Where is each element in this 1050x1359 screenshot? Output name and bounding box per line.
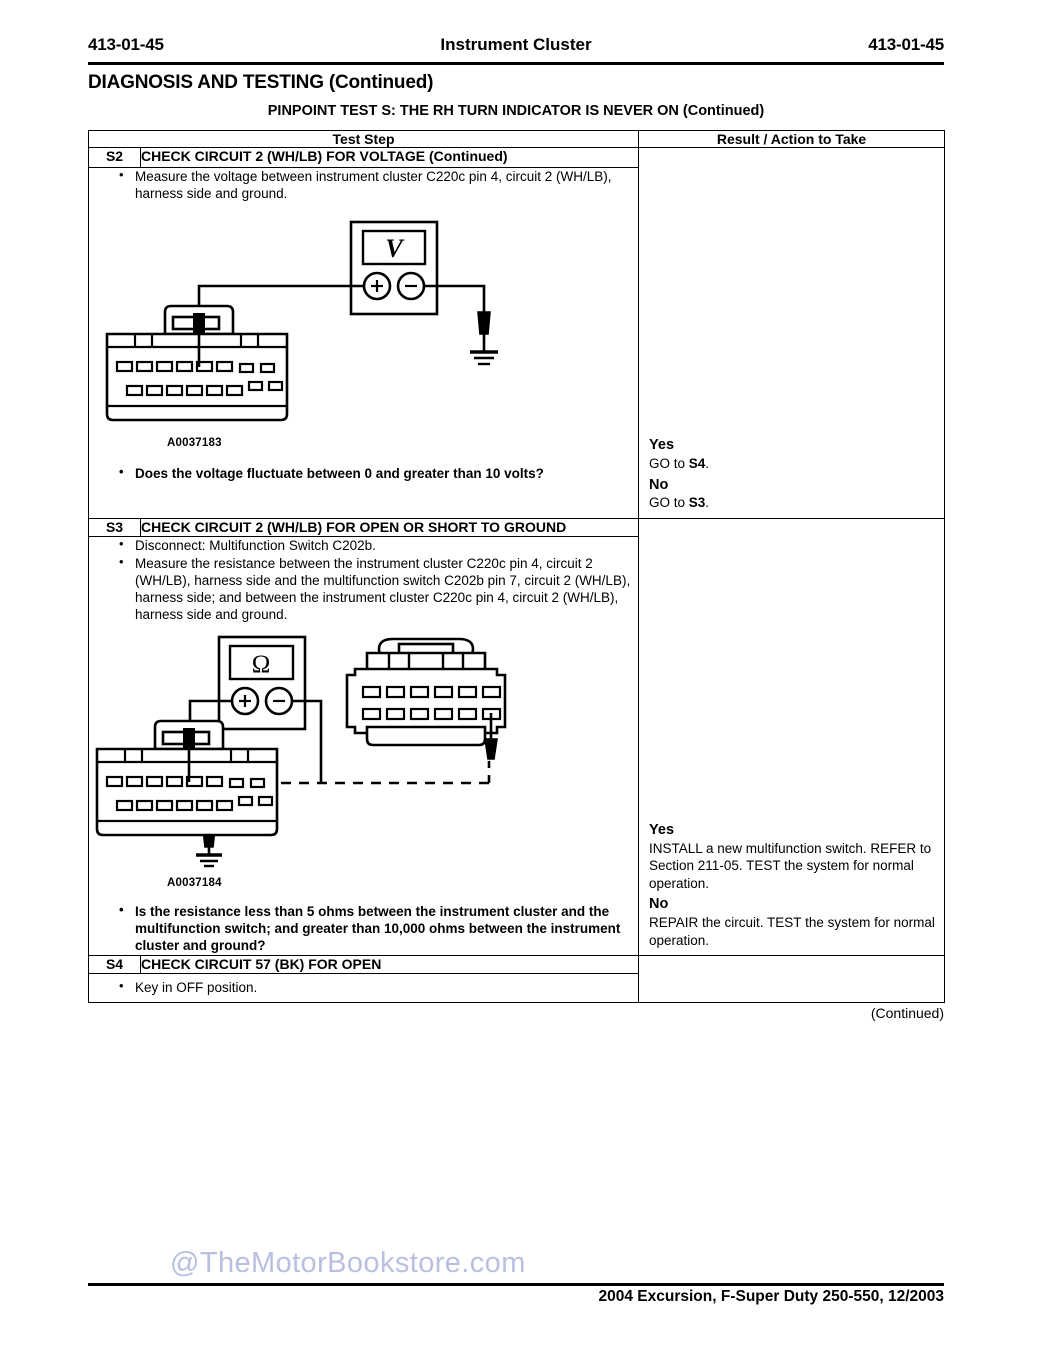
connector-c220c — [97, 721, 277, 835]
page-header — [88, 30, 944, 60]
step-bullets-s2 — [89, 168, 638, 202]
list-item: • Disconnect: Multifunction Switch C202b. — [135, 537, 638, 554]
figure-id-a0037184: A0037184 — [167, 877, 222, 890]
result-goto-prefix: GO to — [649, 456, 689, 472]
result-goto-ref: S3 — [688, 495, 706, 511]
page-number-right: 413-01-45 — [868, 35, 944, 54]
continued-note: (Continued) — [870, 1005, 944, 1021]
list-item: • Measure the resistance between the instrument cluster C220c pin 4, circuit 2 (WH/LB), harness side and the multifunction switch C202b pin 7, circuit 2 (WH/LB), harness side; and between the instrument cluster C220c pin 4, circuit 2 (WH/LB), harness side and ground. — [135, 555, 638, 623]
meter-symbol-label: V — [385, 234, 403, 264]
step-question-s3 — [89, 903, 638, 954]
ground-symbol — [196, 855, 222, 866]
step-question-s2 — [89, 465, 638, 482]
header-divider — [88, 62, 944, 65]
result-text-no: REPAIR the circuit. TEST the system for normal operation. — [649, 914, 935, 948]
connector-c220c — [107, 306, 287, 420]
section-heading: DIAGNOSIS AND TESTING (Continued) — [88, 72, 434, 93]
negative-lead-wire — [424, 286, 484, 312]
column-header-test-step: Test Step — [89, 131, 639, 148]
page-number-left: 413-01-45 — [88, 35, 164, 54]
table-row — [89, 519, 945, 537]
result-yes-s3 — [649, 821, 936, 892]
voltage-test-diagram — [89, 216, 559, 431]
resistance-test-diagram — [89, 633, 559, 873]
figure-resistance-test — [89, 633, 638, 873]
connector-skirt — [367, 727, 485, 745]
result-cell-s2 — [639, 148, 945, 519]
result-yes-s2 — [649, 436, 936, 472]
step-title-s4: CHECK CIRCUIT 57 (BK) FOR OPEN — [141, 956, 639, 974]
step-title-s2: CHECK CIRCUIT 2 (WH/LB) FOR VOLTAGE (Continued) — [141, 148, 639, 168]
result-label-yes: Yes — [649, 437, 675, 454]
step-id-s3: S3 — [89, 519, 141, 537]
result-text-yes: INSTALL a new multifunction switch. REFER to Section 211-05. TEST the system for normal operation. — [649, 840, 932, 891]
result-cell-s4 — [639, 956, 945, 1003]
result-goto-suffix: . — [705, 456, 710, 472]
step-body-s4 — [89, 974, 639, 1003]
step-bullets-s3 — [89, 537, 638, 623]
ground-probe — [478, 312, 490, 352]
ground-symbol — [470, 352, 498, 364]
step-title-s3: CHECK CIRCUIT 2 (WH/LB) FOR OPEN OR SHORT TO GROUND — [141, 519, 639, 537]
figure-id-a0037183: A0037183 — [167, 437, 222, 450]
result-goto-prefix: GO to — [649, 495, 689, 511]
figure-voltage-test — [89, 216, 638, 431]
table-row — [89, 956, 945, 974]
list-item: • Is the resistance less than 5 ohms between the instrument cluster and the multifunction switch; and greater than 10,000 ohms between the instrument cluster and ground? — [135, 903, 638, 954]
result-content-s2 — [649, 436, 936, 512]
result-no-s3 — [649, 895, 936, 949]
plus-icon — [371, 280, 383, 292]
result-label-no: No — [649, 896, 669, 913]
pinpoint-test-title: PINPOINT TEST S: THE RH TURN INDICATOR IS NEVER ON (Continued) — [267, 103, 765, 119]
page-title: Instrument Cluster — [440, 35, 592, 54]
result-label-yes: Yes — [649, 821, 675, 838]
negative-lead-wire — [292, 701, 321, 783]
result-label-no: No — [649, 476, 669, 493]
meter-symbol-label: Ω — [251, 651, 271, 679]
connector-c202b — [347, 639, 505, 759]
table-header-row — [89, 131, 945, 148]
result-text-yes — [649, 455, 936, 473]
column-header-result-action: Result / Action to Take — [639, 131, 945, 148]
footer-divider — [88, 1283, 944, 1286]
connector-body — [347, 669, 505, 733]
step-id-s2: S2 — [89, 148, 141, 168]
plus-icon — [239, 695, 251, 707]
result-text-no — [649, 494, 936, 512]
list-item: • Does the voltage fluctuate between 0 and greater than 10 volts? — [135, 465, 638, 482]
list-item: • Key in OFF position. — [135, 979, 638, 996]
step-id-s4: S4 — [89, 956, 141, 974]
watermark: @TheMotorBookstore.com — [170, 1247, 526, 1279]
step-body-s2 — [89, 168, 639, 519]
table-row — [89, 148, 945, 168]
result-goto-ref: S4 — [688, 456, 706, 472]
step-body-s3 — [89, 537, 639, 956]
step-bullets-s4 — [89, 979, 638, 996]
result-no-s2 — [649, 476, 936, 512]
list-item: • Measure the voltage between instrument cluster C220c pin 4, circuit 2 (WH/LB), harness side and ground. — [135, 168, 638, 202]
result-cell-s3 — [639, 519, 945, 956]
result-goto-suffix: . — [705, 495, 710, 511]
result-content-s3 — [649, 821, 936, 949]
pinpoint-test-table — [88, 130, 945, 1003]
footer-publication: 2004 Excursion, F-Super Duty 250-550, 12/2003 — [598, 1288, 944, 1305]
